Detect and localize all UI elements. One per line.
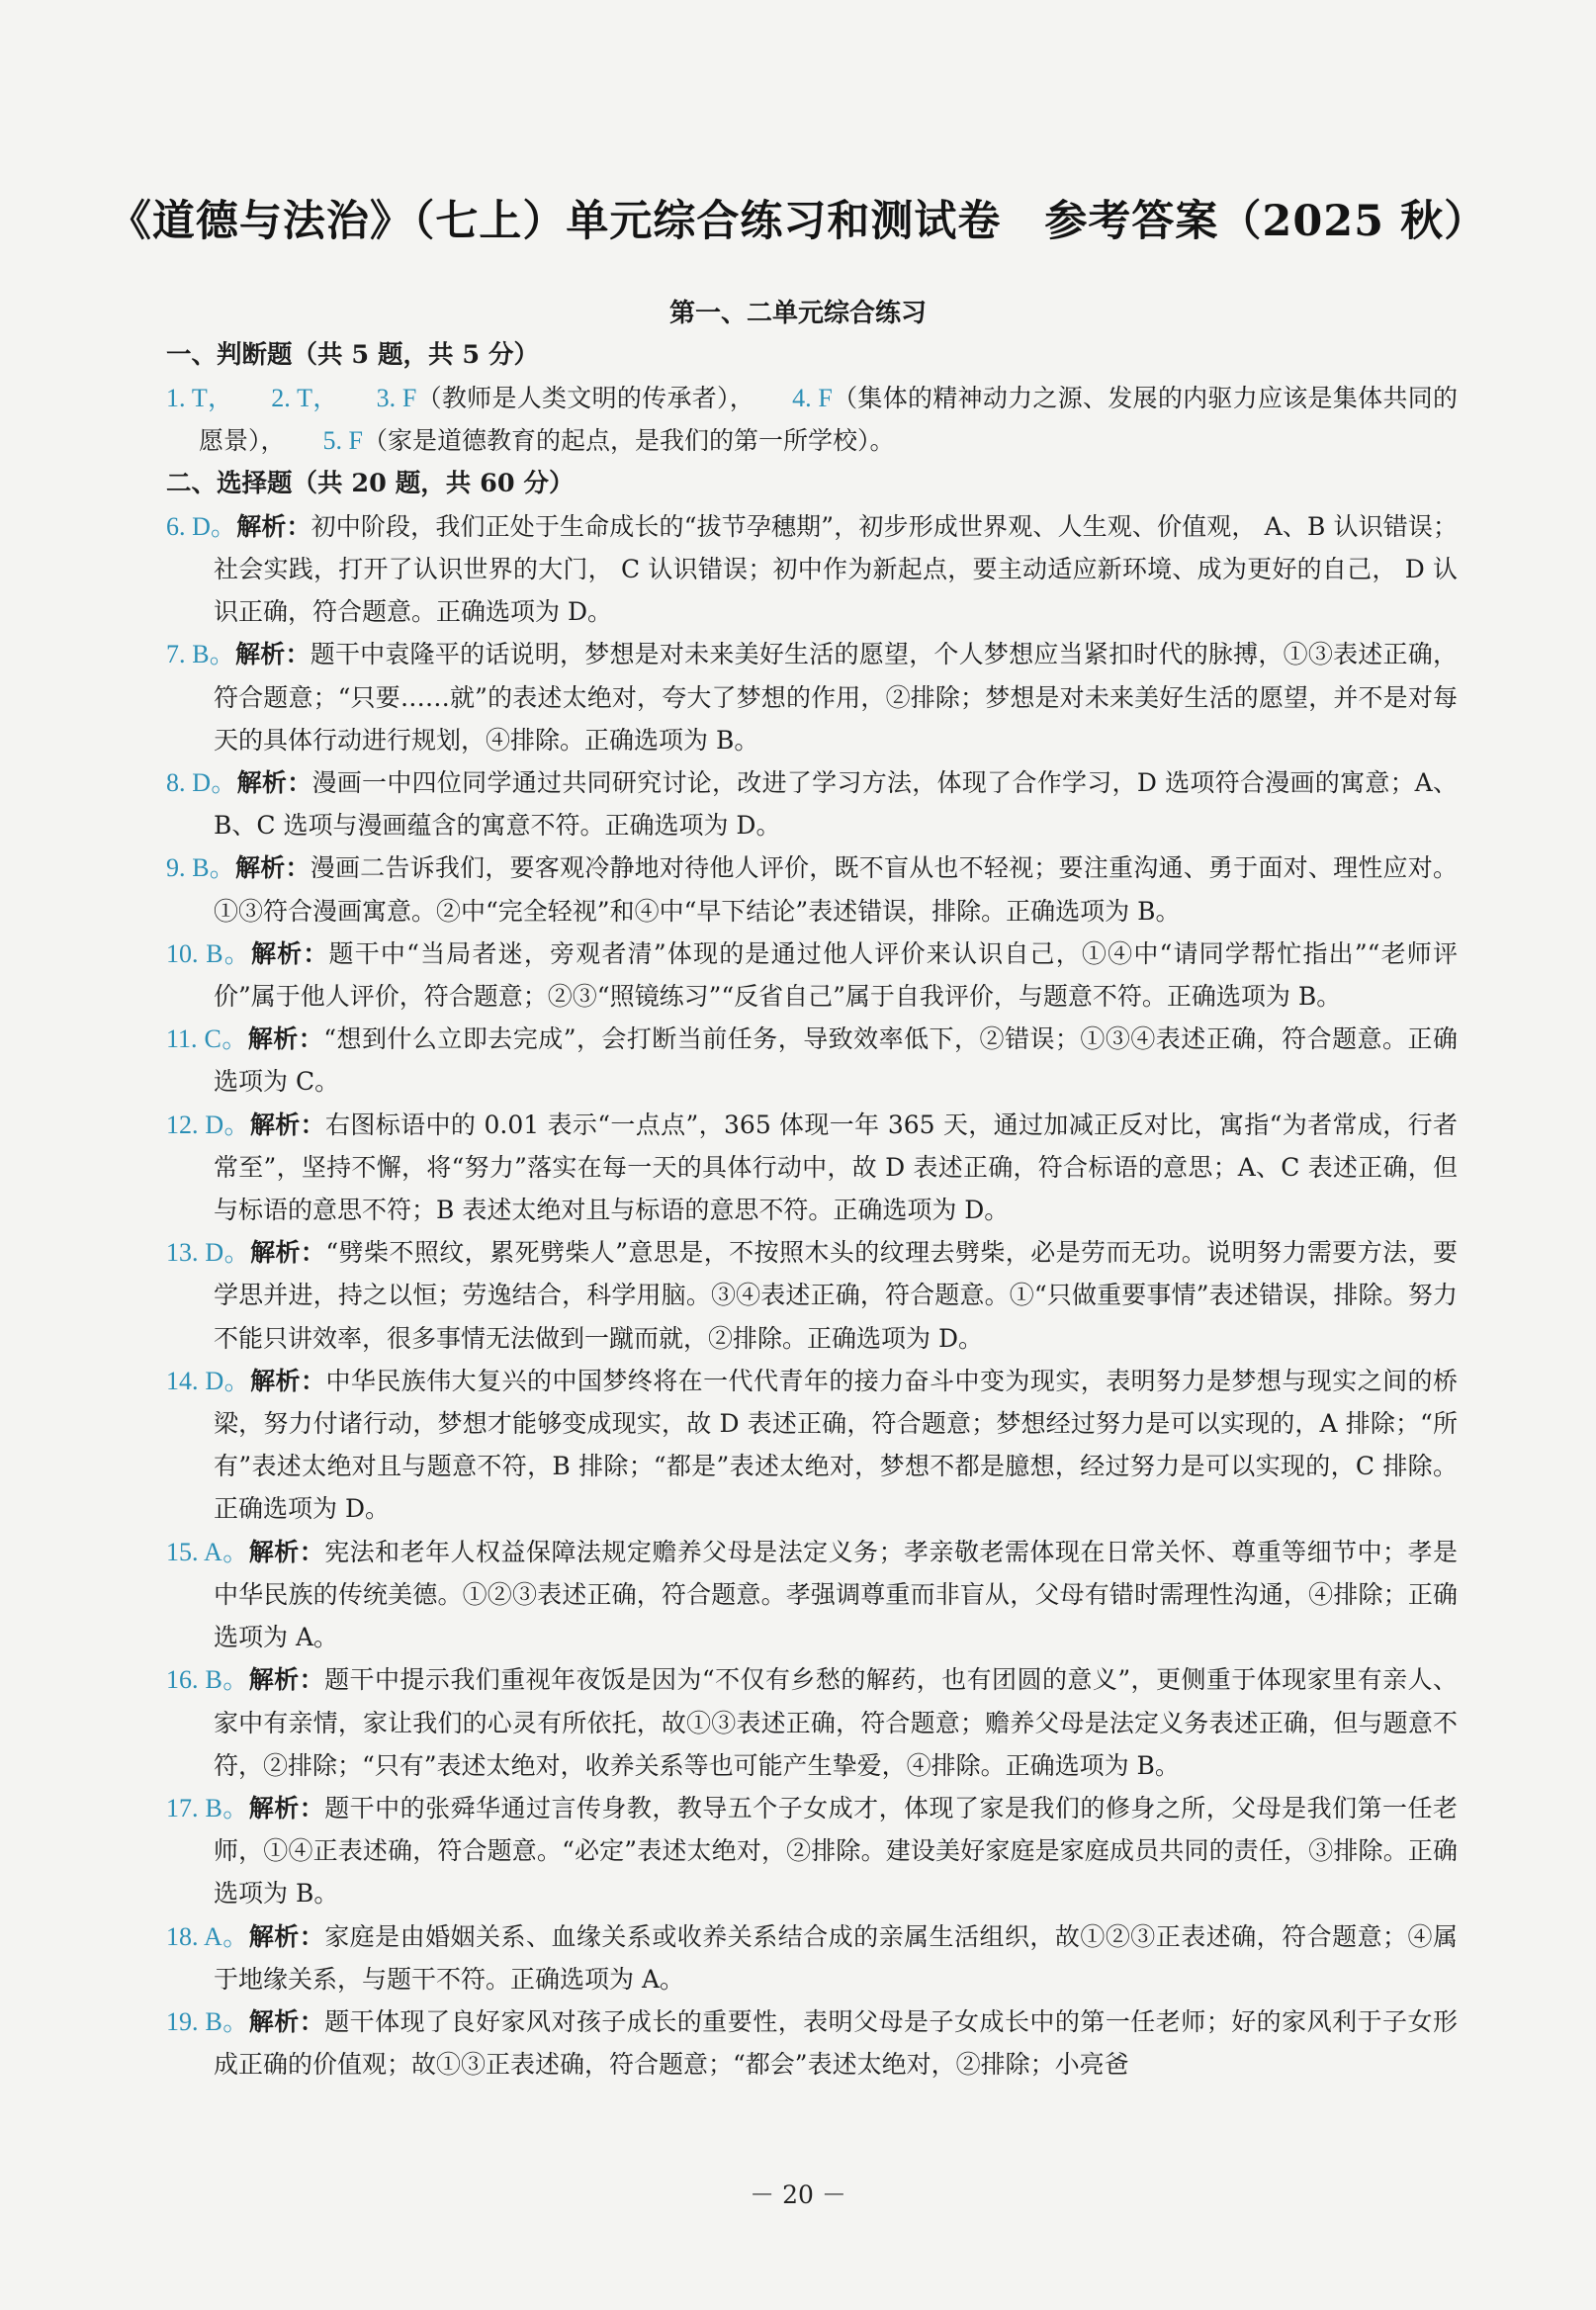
answer-explanation: 初中阶段，我们正处于生命成长的“拔节孕穗期”，初步形成世界观、人生观、价值观， A、B 认识错误；社会实践，打开了认识世界的大门， C 认识错误；初中作为新起点，要主动适应新环境、成为更好的自己， D 认识正确，符合题意。正确选项为 D。 [214, 511, 1458, 627]
choice-item [166, 1658, 1458, 1787]
page-number: － 20 － [750, 2180, 846, 2209]
question-number: 17. B。 [166, 1793, 249, 1822]
choice-item [166, 933, 1458, 1018]
analysis-label: 解析： [247, 1024, 324, 1054]
judge-item-text: （教师是人类文明的传承者）， [416, 384, 755, 413]
question-number: 11. C。 [166, 1024, 248, 1054]
choice-item [166, 1018, 1458, 1103]
judge-item-number: 5. F [322, 426, 363, 456]
judge-item-number: 2. T， [271, 384, 339, 413]
question-number: 9. B。 [166, 853, 236, 883]
answer-explanation: 题干体现了良好家风对孩子成长的重要性，表明父母是子女成长中的第一任老师；好的家风利于子女形成正确的价值观；故①③正表述确，符合题意；“都会”表述太绝对，②排除；小亮爸 [214, 2006, 1458, 2080]
judge-item-text: （集体的精神动力之源、发展的内驱力应该是集体共同的愿景）， [199, 384, 1458, 456]
question-number: 6. D。 [166, 511, 237, 541]
judge-item-number: 1. T， [166, 384, 234, 413]
answer-explanation: 中华民族伟大复兴的中国梦终将在一代代青年的接力奋斗中变为现实，表明努力是梦想与现实之间的桥梁，努力付诸行动，梦想才能够变成现实，故 D 表述正确，符合题意；梦想经过努力是可以实现的，A 排除；“所有”表述太绝对且与题意不符，B 排除；“都是”表述太绝对，梦想不都是臆想，经过努力是可以实现的，C 排除。正确选项为 D。 [214, 1366, 1458, 1524]
choice-item [166, 1787, 1458, 1915]
answer-explanation: 题干中袁隆平的话说明，梦想是对未来美好生活的愿望，个人梦想应当紧扣时代的脉搏，①③表述正确，符合题意；“只要……就”的表述太绝对，夸大了梦想的作用，②排除；梦想是对未来美好生活的愿望，并不是对每天的具体行动进行规划，④排除。正确选项为 B。 [214, 640, 1458, 755]
choice-item [166, 1231, 1458, 1360]
answer-explanation: 家庭是由婚姻关系、血缘关系或收养关系结合成的亲属生活组织，故①②③正表述确，符合题意；④属于地缘关系，与题干不符。正确选项为 A。 [214, 1921, 1458, 1994]
judge-section-heading: 一、判断题（共 5 题，共 5 分） [166, 340, 539, 370]
question-number: 7. B。 [166, 640, 236, 669]
choice-item [166, 2000, 1458, 2086]
analysis-label: 解析： [236, 511, 311, 541]
analysis-label: 解析： [248, 2006, 325, 2036]
question-number: 14. D。 [166, 1366, 251, 1395]
analysis-label: 解析： [250, 1366, 326, 1395]
document-title: 《道德与法治》（七上）单元综合练习和测试卷 参考答案（2025 秋） [108, 197, 1488, 246]
analysis-label: 解析： [236, 768, 312, 798]
analysis-label: 解析： [235, 853, 310, 883]
answer-explanation: 宪法和老年人权益保障法规定赡养父母是法定义务；孝亲敬老需体现在日常关怀、尊重等细节中；孝是中华民族的传统美德。①②③表述正确，符合题意。孝强调尊重而非盲从，父母有错时需理性沟通，④排除；正确选项为 A。 [214, 1537, 1458, 1652]
question-number: 19. B。 [166, 2006, 249, 2036]
question-number: 10. B。 [166, 938, 251, 968]
judge-answers [166, 377, 1458, 462]
analysis-label: 解析： [248, 1665, 325, 1695]
judge-item-number: 4. F [792, 384, 833, 413]
judge-item-text: （家是道德教育的起点，是我们的第一所学校）。 [362, 426, 895, 456]
choice-item [166, 505, 1458, 634]
question-number: 8. D。 [166, 768, 237, 798]
answer-explanation: 漫画二告诉我们，要客观冷静地对待他人评价，既不盲从也不轻视；要注重沟通、勇于面对、理性应对。①③符合漫画寓意。②中“完全轻视”和④中“早下结论”表述错误，排除。正确选项为 B。 [214, 853, 1458, 926]
answer-explanation: 题干中提示我们重视年夜饭是因为“不仅有乡愁的解药，也有团圆的意义”，更侧重于体现家里有亲人、家中有亲情，家让我们的心灵有所依托，故①③表述正确，符合题意；赡养父母是法定义务表述正确，但与题意不符，②排除；“只有”表述太绝对，收养关系等也可能产生挚爱，④排除。正确选项为 B。 [214, 1665, 1458, 1780]
analysis-label: 解析： [250, 1238, 326, 1268]
choice-item [166, 846, 1458, 932]
analysis-label: 解析： [248, 1921, 325, 1951]
answer-explanation: “想到什么立即去完成”，会打断当前任务，导致效率低下，②错误；①③④表述正确，符合题意。正确选项为 C。 [214, 1024, 1458, 1097]
analysis-label: 解析： [249, 1110, 325, 1139]
question-number: 15. A。 [166, 1537, 249, 1566]
choice-item [166, 633, 1458, 761]
answer-explanation: 右图标语中的 0.01 表示“一点点”，365 体现一年 365 天，通过加减正反对比，寓指“为者常成，行者常至”，坚持不懈，将“努力”落实在每一天的具体行动中，故 D 表述正确，符合标语的意思；A、C 表述正确，但与标语的意思不符；B 表述太绝对且与标语的意思不符。正确选项为 D。 [214, 1110, 1458, 1225]
question-number: 16. B。 [166, 1665, 249, 1695]
answer-explanation: 漫画一中四位同学通过共同研究讨论，改进了学习方法，体现了合作学习，D 选项符合漫画的寓意；A、B、C 选项与漫画蕴含的寓意不符。正确选项为 D。 [214, 768, 1458, 841]
choice-item [166, 1531, 1458, 1659]
analysis-label: 解析： [248, 1793, 325, 1822]
question-number: 13. D。 [166, 1238, 251, 1268]
unit-title: 第一、二单元综合练习 [668, 299, 927, 328]
answer-explanation: “劈柴不照纹，累死劈柴人”意思是，不按照木头的纹理去劈柴，必是劳而无功。说明努力需要方法，要学思并进，持之以恒；劳逸结合，科学用脑。③④表述正确，符合题意。①“只做重要事情”表述错误，排除。努力不能只讲效率，很多事情无法做到一蹴而就，②排除。正确选项为 D。 [214, 1238, 1458, 1353]
question-number: 18. A。 [166, 1921, 249, 1951]
answer-content [166, 334, 1458, 2086]
judge-item-number: 3. F [376, 384, 417, 413]
analysis-label: 解析： [248, 1537, 325, 1566]
choice-item [166, 1104, 1458, 1232]
choice-item [166, 761, 1458, 846]
choice-item [166, 1915, 1458, 2000]
answer-explanation: 题干中“当局者迷，旁观者清”体现的是通过他人评价来认识自己，①④中“请同学帮忙指出”“老师评价”属于他人评价，符合题意；②③“照镜练习”“反省自己”属于自我评价，与题意不符。正确选项为 B。 [214, 938, 1458, 1012]
question-number: 12. D。 [166, 1110, 250, 1139]
analysis-label: 解析： [250, 938, 329, 968]
choice-item [166, 1360, 1458, 1531]
choice-section-heading: 二、选择题（共 20 题，共 60 分） [166, 468, 575, 498]
answer-explanation: 题干中的张舜华通过言传身教，教导五个子女成才，体现了家是我们的修身之所，父母是我们第一任老师，①④正表述确，符合题意。“必定”表述太绝对，②排除。建设美好家庭是家庭成员共同的责任，③排除。正确选项为 B。 [214, 1793, 1458, 1909]
analysis-label: 解析： [235, 640, 310, 669]
